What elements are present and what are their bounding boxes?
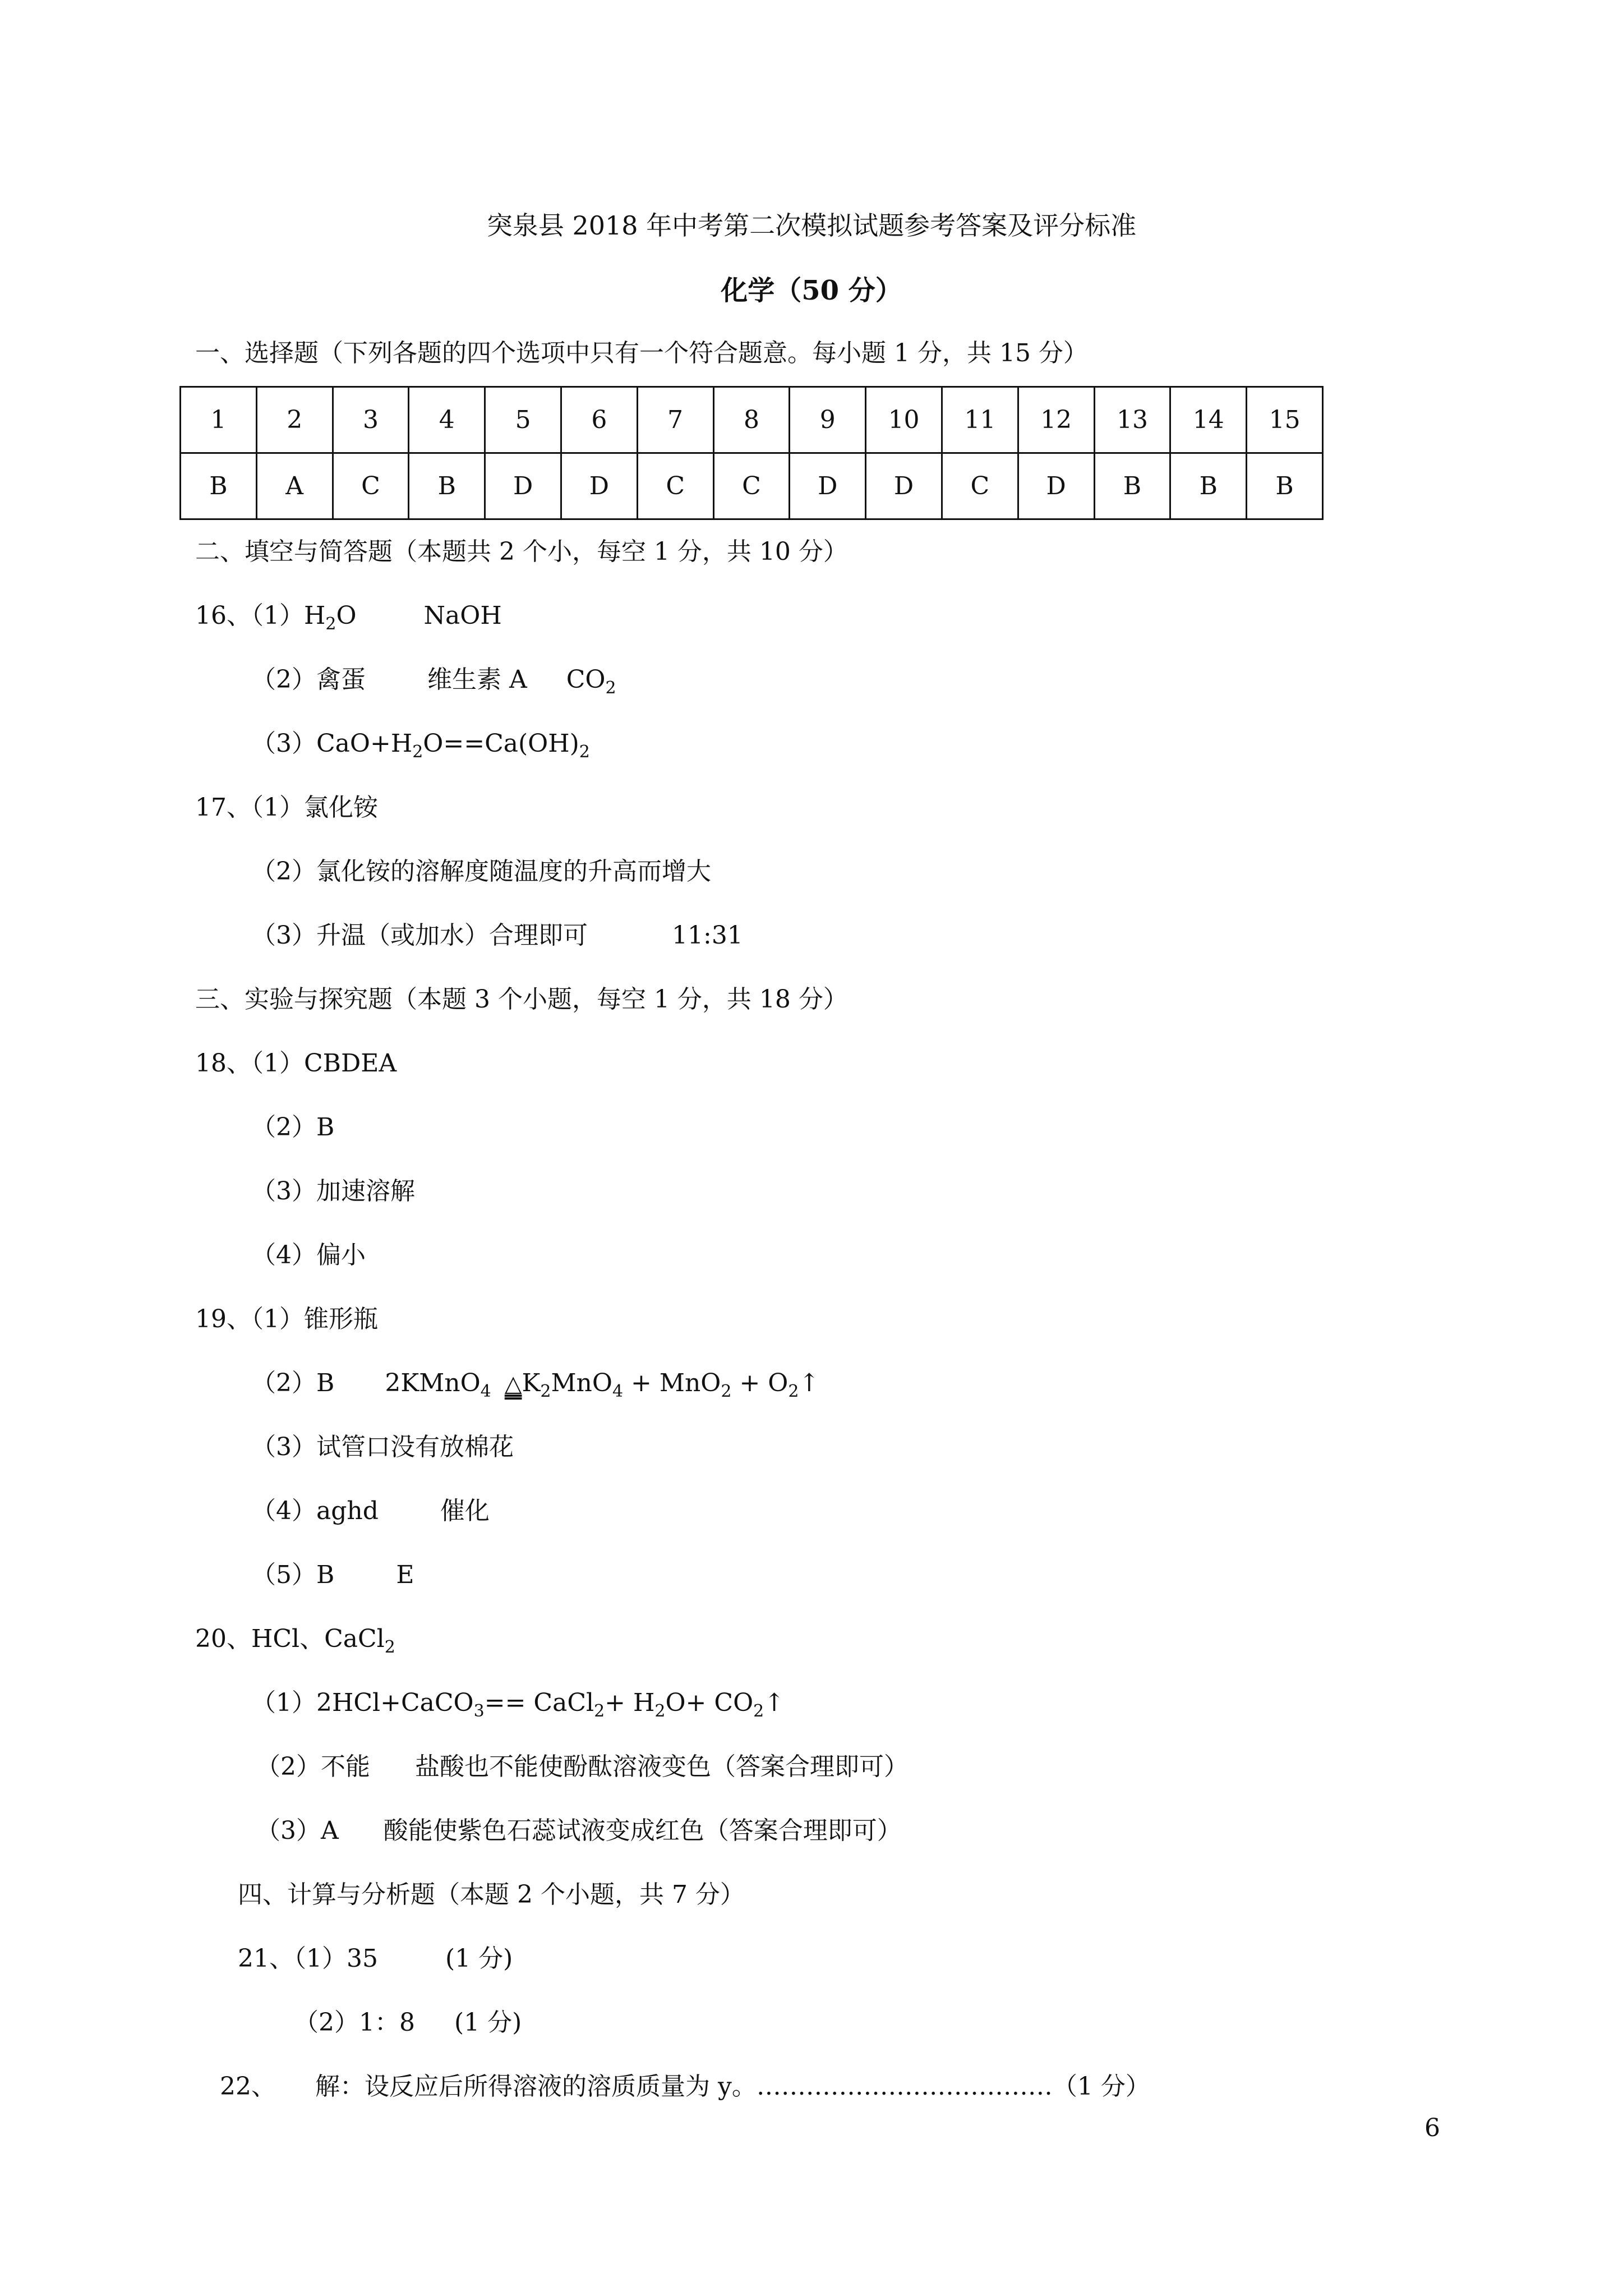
subscript: 2 <box>540 1382 551 1401</box>
q18-part1: 18、（1）CBDEA <box>195 1049 397 1078</box>
subscript: 2 <box>788 1382 799 1401</box>
equation-part: MnO <box>551 1369 612 1397</box>
table-cell: 5 <box>485 387 561 453</box>
table-cell: B <box>1094 453 1170 519</box>
subscript: 2 <box>384 1637 395 1657</box>
q18-part4: （4）偏小 <box>251 1241 366 1269</box>
q22-line <box>220 2070 1150 2104</box>
table-cell: D <box>561 453 637 519</box>
q20-p3-label: （3）A <box>256 1816 339 1845</box>
subscript: 2 <box>753 1701 764 1721</box>
equation-part: （1）2HCl+CaCO <box>251 1688 474 1717</box>
q16-p1-after: O <box>336 601 357 630</box>
q19-part1: 19、（1）锥形瓶 <box>195 1305 378 1333</box>
table-cell: B <box>181 453 257 519</box>
q19-part2 <box>251 1366 819 1401</box>
q20-p2-reason: 盐酸也不能使酚酞溶液变色（答案合理即可） <box>415 1752 909 1781</box>
q22-score: （1 分） <box>1052 2072 1150 2101</box>
q17-part2: （2）氯化铵的溶解度随温度的升高而增大 <box>251 857 711 886</box>
table-cell: B <box>409 453 485 519</box>
gas-arrow-icon: ↑ <box>764 1688 785 1717</box>
q20-p3-reason: 酸能使紫色石蕊试液变成红色（答案合理即可） <box>383 1816 902 1845</box>
table-cell: B <box>1170 453 1247 519</box>
equation-part: + H <box>605 1688 655 1717</box>
q22-dots: ……………………………… <box>756 2072 1053 2101</box>
q21-p1-score: (1 分) <box>445 1944 513 1973</box>
table-row-numbers <box>181 387 1323 453</box>
table-cell: 13 <box>1094 387 1170 453</box>
table-cell: B <box>1247 453 1323 519</box>
table-cell: C <box>942 453 1018 519</box>
table-cell: C <box>333 453 409 519</box>
q16-part2 <box>251 663 616 697</box>
q19-p5-answer-b: E <box>396 1561 414 1589</box>
table-cell: 4 <box>409 387 485 453</box>
subscript: 2 <box>579 742 590 762</box>
table-cell: D <box>790 453 866 519</box>
table-row-answers <box>181 453 1323 519</box>
table-cell: A <box>256 453 333 519</box>
equation-part: 2KMnO <box>385 1369 481 1397</box>
q20-part2 <box>256 1750 909 1784</box>
q22-text: 解：设反应后所得溶液的溶质质量为 y。 <box>315 2072 757 2101</box>
gas-arrow-icon: ↑ <box>799 1369 820 1397</box>
q16-p3-eq-b: O==Ca(OH) <box>423 729 579 758</box>
q20-p2-label: （2）不能 <box>256 1752 370 1781</box>
q19-p2-label: （2）B <box>251 1369 335 1397</box>
q21-p2-score: (1 分) <box>454 2008 522 2037</box>
q17-p3-answer-a: （3）升温（或加水）合理即可 <box>251 921 588 950</box>
q19-p5-label: （5）B <box>251 1561 335 1589</box>
q22-label: 22、 <box>220 2072 276 2101</box>
table-cell: 3 <box>333 387 409 453</box>
table-cell: 15 <box>1247 387 1323 453</box>
q20-intro <box>195 1622 395 1656</box>
subscript: 4 <box>480 1382 491 1401</box>
table-cell: 11 <box>942 387 1018 453</box>
q19-part5 <box>251 1558 414 1592</box>
q20-part3 <box>256 1814 902 1848</box>
table-cell: D <box>485 453 561 519</box>
q20-part1 <box>251 1686 785 1720</box>
section3-heading: 三、实验与探究题（本题 3 个小题，每空 1 分，共 18 分） <box>195 985 848 1014</box>
section4-heading: 四、计算与分析题（本题 2 个小题，共 7 分） <box>238 1880 745 1909</box>
table-cell: 12 <box>1018 387 1094 453</box>
subscript: 2 <box>594 1701 605 1721</box>
q18-part2: （2）B <box>251 1113 335 1142</box>
q19-part3: （3）试管口没有放棉花 <box>251 1433 514 1461</box>
choice-answer-table <box>179 386 1324 520</box>
table-cell: 9 <box>790 387 866 453</box>
q16-part3 <box>251 727 590 761</box>
table-cell: D <box>866 453 942 519</box>
equation-part: + MnO <box>623 1369 721 1397</box>
page-number: 6 <box>1424 2114 1440 2142</box>
q19-p4-label: （4）aghd <box>251 1497 379 1525</box>
subscript: 2 <box>654 1701 666 1721</box>
table-cell: C <box>713 453 790 519</box>
q16-p3-eq-a: （3）CaO+H <box>251 729 413 758</box>
table-cell: 2 <box>256 387 333 453</box>
q19-part4 <box>251 1494 490 1528</box>
equation-part: O+ CO <box>665 1688 754 1717</box>
q17-part1: 17、（1）氯化铵 <box>195 793 378 822</box>
q16-p1-answer-b: NaOH <box>423 601 502 630</box>
q21-part2 <box>294 2006 522 2040</box>
subscript: 4 <box>612 1382 624 1401</box>
q16-p2-answer-c: CO <box>566 665 606 694</box>
page-subtitle: 化学（50 分） <box>721 275 902 306</box>
q18-part3: （3）加速溶解 <box>251 1177 415 1205</box>
table-cell: 8 <box>713 387 790 453</box>
table-cell: 7 <box>637 387 713 453</box>
table-cell: 6 <box>561 387 637 453</box>
q21-p1-label: 21、（1）35 <box>238 1944 378 1973</box>
section2-heading: 二、填空与简答题（本题共 2 个小，每空 1 分，共 10 分） <box>195 537 848 566</box>
equation-part: == CaCl <box>484 1688 594 1717</box>
subscript: 2 <box>412 742 423 762</box>
table-cell: 1 <box>181 387 257 453</box>
section1-heading: 一、选择题（下列各题的四个选项中只有一个符合题意。每小题 1 分，共 15 分） <box>195 339 1088 367</box>
equation-part: K <box>522 1369 541 1397</box>
equation-part: + O <box>731 1369 789 1397</box>
q17-part3 <box>251 919 743 953</box>
q21-part1 <box>238 1942 513 1976</box>
heat-condition-icon: △ <box>504 1371 522 1397</box>
q16-p2-answer-b: 维生素 A <box>427 665 527 694</box>
page-title: 突泉县 2018 年中考第二次模拟试题参考答案及评分标准 <box>486 210 1137 241</box>
q16-part1 <box>195 599 502 633</box>
table-cell: C <box>637 453 713 519</box>
subscript: 2 <box>325 614 336 634</box>
table-cell: D <box>1018 453 1094 519</box>
table-cell: 10 <box>866 387 942 453</box>
subscript: 2 <box>721 1382 732 1401</box>
q21-p2-label: （2）1：8 <box>294 2008 415 2037</box>
subscript: 3 <box>473 1701 485 1721</box>
table-cell: 14 <box>1170 387 1247 453</box>
q16-p1-label: 16、（1）H <box>195 601 326 630</box>
q17-p3-answer-b: 11:31 <box>672 921 743 950</box>
subscript: 2 <box>605 678 616 698</box>
q20-intro-text: 20、HCl、CaCl <box>195 1625 385 1653</box>
q19-p4-answer-b: 催化 <box>440 1497 490 1525</box>
q16-p2-label: （2）禽蛋 <box>251 665 366 694</box>
